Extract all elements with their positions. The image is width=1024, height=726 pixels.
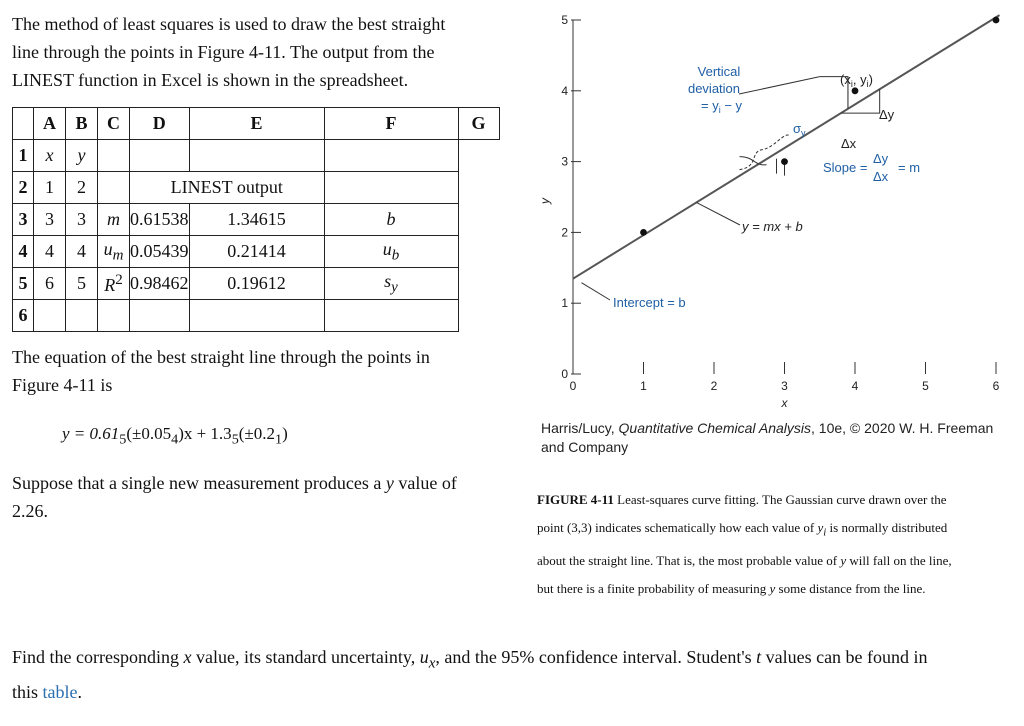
cell-b5: 6 bbox=[34, 268, 66, 300]
row-header: 3 bbox=[13, 204, 34, 236]
caption-text: some distance from the line. bbox=[775, 580, 926, 596]
y-tick-label: 4 bbox=[561, 83, 568, 98]
credit-line-1 bbox=[541, 419, 1021, 438]
cell-c6 bbox=[66, 300, 98, 332]
question-text: Find the corresponding bbox=[12, 647, 184, 667]
um-sub: m bbox=[112, 247, 124, 264]
ub-base: u bbox=[382, 238, 392, 259]
annot-point-label bbox=[840, 72, 873, 89]
cell-f5: 0.19612 bbox=[189, 268, 324, 300]
equation-intro-line-2: Figure 4-11 is bbox=[12, 375, 113, 395]
caption-text: about the straight line. That is, the most probable value of bbox=[537, 552, 841, 568]
sheet-row bbox=[13, 204, 500, 236]
suppose-line-1 bbox=[12, 469, 512, 497]
deviation-leader bbox=[739, 77, 820, 94]
annot-line-eq: y = mx + b bbox=[742, 219, 803, 234]
data-point bbox=[640, 229, 647, 236]
col-header-a: A bbox=[34, 108, 66, 140]
chart-annotations bbox=[613, 64, 920, 310]
question-line-1 bbox=[12, 643, 1022, 678]
eq-sub: 1 bbox=[275, 431, 283, 448]
y-tick-label: 3 bbox=[561, 154, 568, 169]
sheet-row bbox=[13, 300, 500, 332]
col-header-c: C bbox=[98, 108, 130, 140]
sheet-row bbox=[13, 172, 500, 204]
ub-sub: b bbox=[391, 247, 400, 264]
annot-slope-suffix: = m bbox=[898, 160, 921, 175]
eq-sub: 5 bbox=[231, 431, 239, 448]
suppose-line-2: 2.26. bbox=[12, 501, 48, 521]
cell-d3: m bbox=[98, 204, 130, 236]
cell-d5 bbox=[98, 268, 130, 300]
caption-var: y bbox=[769, 580, 776, 596]
annot-slope-den: Δx bbox=[873, 169, 889, 184]
cell-b1: x bbox=[34, 140, 66, 172]
least-squares-figure bbox=[530, 5, 1024, 425]
cell-b2: 1 bbox=[34, 172, 66, 204]
annot-deviation: deviation bbox=[687, 81, 741, 96]
caption-text: Least-squares curve fitting. The Gaussian curve drawn over the bbox=[613, 492, 947, 507]
sheet-row bbox=[13, 268, 500, 300]
cell-d6 bbox=[98, 300, 130, 332]
question-sub: x bbox=[428, 655, 436, 672]
figure-caption bbox=[537, 486, 1017, 603]
suppose-text: value of bbox=[393, 473, 457, 493]
formula-sub: i bbox=[718, 105, 721, 115]
question-text: , and the 95% confidence interval. Student's bbox=[435, 647, 757, 667]
col-header-b: B bbox=[66, 108, 98, 140]
question-var: t bbox=[756, 647, 762, 667]
eq-part: ) bbox=[282, 424, 288, 443]
question-var: u bbox=[419, 647, 429, 667]
chart-axes bbox=[538, 13, 1000, 410]
intro-paragraph bbox=[12, 10, 512, 94]
intro-line-1: The method of least squares is used to draw the best straight bbox=[12, 14, 446, 34]
caption-line-2 bbox=[537, 514, 1017, 547]
sheet-row bbox=[13, 236, 500, 268]
cell-d4 bbox=[98, 236, 130, 268]
question-text: . bbox=[77, 681, 82, 702]
um-base: u bbox=[103, 238, 113, 259]
cell-e4: 0.05439 bbox=[130, 236, 190, 268]
cell-b3: 3 bbox=[34, 204, 66, 236]
chart-marks bbox=[573, 15, 1000, 300]
cell-c1: y bbox=[66, 140, 98, 172]
student-t-table-link[interactable]: table bbox=[42, 681, 78, 702]
pt-part: (x bbox=[840, 72, 851, 87]
cell-c4: 4 bbox=[66, 236, 98, 268]
col-header-d: D bbox=[130, 108, 190, 140]
x-tick-label: 5 bbox=[922, 379, 929, 393]
credit-line-2: and Company bbox=[541, 439, 629, 455]
question-line-2 bbox=[12, 678, 1022, 706]
cell-linest-output: LINEST output bbox=[130, 172, 325, 204]
fit-line bbox=[573, 15, 1000, 279]
cell-b6 bbox=[34, 300, 66, 332]
annot-slope-num: Δy bbox=[873, 151, 889, 166]
caption-label: FIGURE 4-11 bbox=[537, 492, 614, 507]
data-point bbox=[993, 17, 1000, 24]
question-var: x bbox=[183, 647, 192, 667]
row-header: 1 bbox=[13, 140, 34, 172]
intro-line-2: line through the points in Figure 4-11. The output from the bbox=[12, 42, 435, 62]
formula-part: = y bbox=[701, 98, 719, 113]
cell-f3: 1.34615 bbox=[189, 204, 324, 236]
annot-dx: Δx bbox=[841, 136, 857, 151]
cell-b4: 4 bbox=[34, 236, 66, 268]
eq-part: (±0.05 bbox=[126, 424, 172, 443]
linest-spreadsheet bbox=[12, 107, 500, 332]
x-tick-label: 3 bbox=[781, 379, 788, 393]
r2-base: R bbox=[104, 274, 116, 295]
cell-g6 bbox=[324, 300, 458, 332]
eq-part: (±0.2 bbox=[238, 424, 276, 443]
suppose-paragraph bbox=[12, 469, 512, 525]
sy-sub: y bbox=[391, 279, 398, 296]
annot-vertical: Vertical bbox=[697, 64, 741, 79]
caption-line-3 bbox=[537, 547, 1017, 575]
caption-line-4 bbox=[537, 575, 1017, 603]
annot-sigma bbox=[793, 121, 806, 138]
credit-text: , 10e, © 2020 W. H. Freeman bbox=[811, 420, 994, 436]
cell-c2: 2 bbox=[66, 172, 98, 204]
caption-text: is normally distributed bbox=[826, 520, 948, 535]
y-tick-label: 0 bbox=[561, 367, 568, 381]
question-paragraph bbox=[12, 643, 1022, 706]
cell-e3: 0.61538 bbox=[130, 204, 190, 236]
sigma-sub: y bbox=[801, 128, 806, 138]
cell-f4: 0.21414 bbox=[189, 236, 324, 268]
row-header: 2 bbox=[13, 172, 34, 204]
question-text: value, its standard uncertainty, bbox=[191, 647, 420, 667]
col-header-g: G bbox=[458, 108, 499, 140]
cell-c3: 3 bbox=[66, 204, 98, 236]
annot-dy: Δy bbox=[879, 107, 895, 122]
annot-deviation-formula bbox=[701, 98, 743, 115]
cell-f1 bbox=[189, 140, 324, 172]
cell-f6 bbox=[189, 300, 324, 332]
col-header-e: E bbox=[189, 108, 324, 140]
intro-line-3: LINEST function in Excel is shown in the spreadsheet. bbox=[12, 70, 409, 90]
line-eq-leader bbox=[696, 202, 740, 225]
eq-part: )x + 1.3 bbox=[178, 424, 232, 443]
x-tick-label: 1 bbox=[640, 379, 647, 393]
caption-text: will fall on the line, bbox=[846, 552, 952, 568]
caption-sub: i bbox=[823, 526, 827, 539]
x-tick-label: 4 bbox=[851, 379, 859, 393]
credit-title: Quantitative Chemical Analysis bbox=[618, 420, 811, 436]
suppose-text: Suppose that a single new measurement produces a bbox=[12, 473, 386, 493]
cell-g3: b bbox=[324, 204, 458, 236]
cell-d1 bbox=[98, 140, 130, 172]
caption-var: y bbox=[817, 520, 824, 535]
eq-sub: 4 bbox=[171, 431, 179, 448]
data-point bbox=[781, 158, 788, 165]
eq-part: y = 0.61 bbox=[62, 424, 120, 443]
caption-line-1 bbox=[537, 486, 1017, 514]
x-tick-label: 6 bbox=[992, 379, 1000, 393]
x-tick-label: 0 bbox=[569, 379, 577, 393]
col-header-f: F bbox=[324, 108, 458, 140]
caption-text: but there is a finite probability of measuring bbox=[537, 580, 770, 596]
cell-d2 bbox=[98, 172, 130, 204]
formula-part: − y bbox=[720, 98, 743, 113]
pt-sub: i bbox=[850, 79, 853, 89]
cell-g5 bbox=[324, 268, 458, 300]
cell-g4 bbox=[324, 236, 458, 268]
row-header: 6 bbox=[13, 300, 34, 332]
sheet-header-row bbox=[13, 108, 500, 140]
y-tick-label: 5 bbox=[561, 13, 568, 27]
pt-part: ) bbox=[868, 72, 873, 87]
row-header: 5 bbox=[13, 268, 34, 300]
equation-intro bbox=[12, 343, 512, 399]
caption-text: point (3,3) indicates schematically how each value of bbox=[537, 520, 818, 535]
x-tick-label: 2 bbox=[710, 379, 718, 393]
question-text: this bbox=[12, 681, 43, 702]
sheet-corner bbox=[13, 108, 34, 140]
question-text: values can be found in bbox=[761, 647, 928, 667]
y-tick-label: 1 bbox=[561, 296, 568, 311]
r2-sup: 2 bbox=[115, 271, 123, 288]
cell-g2 bbox=[324, 172, 458, 204]
credit-text: Harris/Lucy, bbox=[541, 420, 619, 436]
cell-c5: 5 bbox=[66, 268, 98, 300]
figure-credit bbox=[541, 419, 1021, 457]
cell-e1 bbox=[130, 140, 190, 172]
caption-var: y bbox=[840, 552, 847, 568]
cell-e5: 0.98462 bbox=[130, 268, 190, 300]
sheet-row bbox=[13, 140, 500, 172]
annot-slope-prefix: Slope = bbox=[823, 160, 868, 175]
sy-base: s bbox=[384, 270, 392, 291]
row-header: 4 bbox=[13, 236, 34, 268]
best-fit-equation bbox=[62, 424, 288, 448]
y-axis-label: y bbox=[538, 198, 552, 204]
pt-part: , y bbox=[852, 72, 867, 87]
annot-intercept: Intercept = b bbox=[613, 295, 686, 310]
x-axis-label: x bbox=[781, 396, 788, 410]
cell-g1 bbox=[324, 140, 458, 172]
sigma-part: σ bbox=[793, 121, 802, 136]
cell-e6 bbox=[130, 300, 190, 332]
pt-sub: i bbox=[866, 79, 869, 89]
intercept-leader bbox=[581, 283, 610, 300]
eq-sub: 5 bbox=[119, 431, 127, 448]
y-tick-label: 2 bbox=[561, 225, 568, 240]
equation-intro-line-1: The equation of the best straight line through the points in bbox=[12, 347, 430, 367]
suppose-var: y bbox=[385, 473, 394, 493]
